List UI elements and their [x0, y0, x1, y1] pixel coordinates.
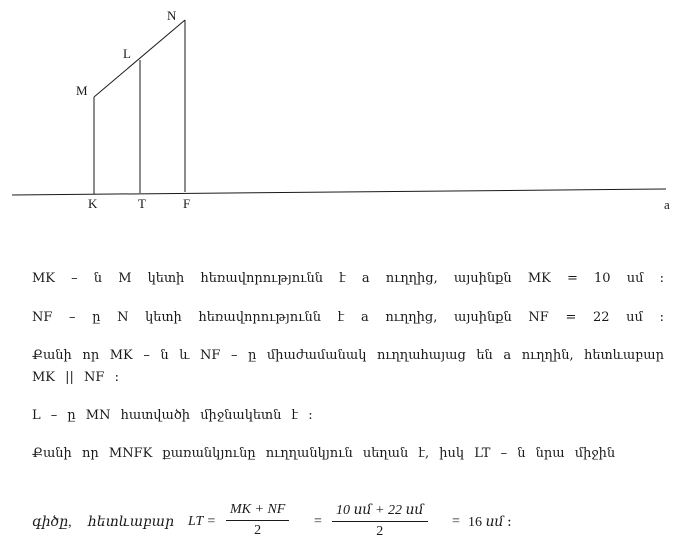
fraction-mk-nf — [226, 502, 289, 539]
formula-lhs: LT = — [188, 514, 216, 529]
fraction-denominator: 2 — [254, 523, 262, 538]
label-N: N — [167, 8, 177, 23]
equals-sign: = — [314, 514, 322, 529]
label-T: T — [138, 196, 146, 211]
midline-formula — [32, 500, 672, 544]
formula-word-gits: գիծը, — [32, 515, 72, 530]
fraction-numerator: MK + NF — [226, 502, 289, 521]
paragraph-trapezoid: Քանի որ MNFK քառանկյունը ուղղանկյուն սեղան է, իսկ LT – ն նրա միջին — [32, 446, 616, 461]
paragraph-parallel: Քանի որ MK – ն և NF – ը միաժամանակ ուղղահայաց են a ուղղին, հետևաբար MK || NF ։ — [32, 348, 664, 385]
label-M: M — [76, 83, 88, 98]
fraction-numerator: 10 սմ + 22 սմ — [332, 502, 428, 522]
label-F: F — [183, 196, 191, 211]
fraction-values — [332, 502, 428, 540]
label-K: K — [88, 196, 98, 211]
label-a: a — [664, 197, 670, 212]
fraction-denominator: 2 — [376, 524, 384, 539]
result-end: ։ — [507, 515, 512, 530]
line-a — [12, 189, 666, 195]
result-value: 16 — [468, 515, 482, 530]
paragraph-midpoint: L – ը MN հատվածի միջնակետն է ։ — [32, 408, 313, 423]
label-L: L — [123, 46, 131, 61]
equals-sign: = — [452, 514, 460, 529]
formula-result — [468, 514, 512, 531]
formula-word-hetevabar: հետևաբար — [88, 515, 174, 530]
geometry-figure — [0, 0, 680, 240]
result-unit: սմ — [485, 515, 504, 530]
paragraph-mk-distance: MK – ն M կետի հեռավորությունն է a ուղղից, այսինքն MK = 10 սմ ։ — [32, 271, 664, 286]
paragraph-nf-distance: NF – ը N կետի հեռավորությունն է a ուղղից, այսինքն NF = 22 սմ ։ — [32, 310, 664, 325]
